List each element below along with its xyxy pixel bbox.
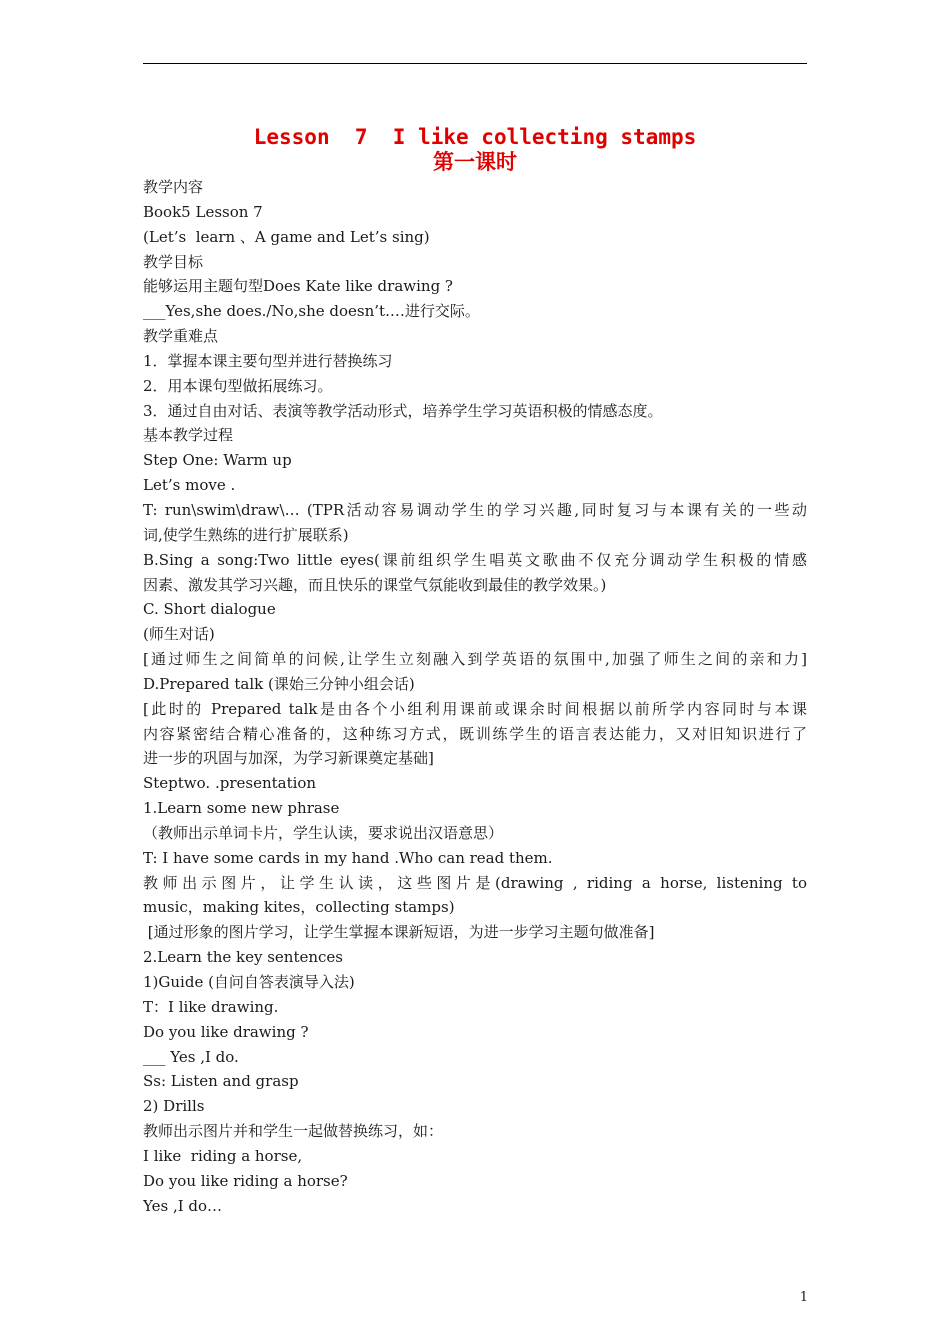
body-line: 3．通过自由对话、表演等教学活动形式，培养学生学习英语积极的情感态度。 xyxy=(143,401,663,420)
body-line: (Let’s learn 、A game and Let’s sing) xyxy=(143,227,430,246)
body-line: 教师出示图片并和学生一起做替换练习，如： xyxy=(143,1122,444,1141)
body-line: 教学内容 xyxy=(143,178,204,196)
body-line: 1.Learn some new phrase xyxy=(143,799,340,818)
body-line: Ss: Listen and grasp xyxy=(143,1072,299,1091)
body-line: T: run\swim\draw\… (TPR活动容易调动学生的学习兴趣,同时复习与本课有关的一些动 xyxy=(143,500,807,519)
body-line: C. Short dialogue xyxy=(143,600,276,619)
body-line: Let’s move . xyxy=(143,476,236,495)
page-title: Lesson 7 I like collecting stamps xyxy=(253,125,697,149)
body-line: 因素、激发其学习兴趣，而且快乐的课堂气氛能收到最佳的教学效果。) xyxy=(143,575,607,594)
body-line: Do you like riding a horse? xyxy=(143,1171,348,1190)
body-line: Do you like drawing ? xyxy=(143,1022,309,1041)
body-line: Step One: Warm up xyxy=(143,451,292,470)
body-line: 2.Learn the key sentences xyxy=(143,948,344,967)
body-line: （教师出示单词卡片，学生认读，要求说出汉语意思） xyxy=(143,823,504,842)
body-line: ___ Yes ,I do. xyxy=(143,1047,239,1066)
body-line: I like riding a horse, xyxy=(143,1146,303,1165)
body-line: 2) Drills xyxy=(143,1097,205,1116)
body-line: B.Sing a song:Two little eyes(课前组织学生唱英文歌曲不仅充分调动学生积极的情感 xyxy=(143,550,807,569)
body-line: [通过形象的图片学习，让学生掌握本课新短语，为进一步学习主题句做准备] xyxy=(143,923,655,942)
body-line: 内容紧密结合精心准备的，这种练习方式，既训练学生的语言表达能力，又对旧知识进行了 xyxy=(143,724,807,743)
body-line: Yes ,I do… xyxy=(143,1196,223,1215)
body-line: 1)Guide (自问自答表演导入法) xyxy=(143,973,355,991)
body-line: 教学重难点 xyxy=(143,327,219,346)
title-block xyxy=(143,124,807,174)
body-line: 词,使学生熟练的进行扩展联系) xyxy=(143,525,349,544)
body-line: Steptwo. .presentation xyxy=(143,774,317,793)
body-line: 能够运用主题句型Does Kate like drawing ? xyxy=(143,277,453,296)
body-line: ___Yes,she does./No,she doesn’t.…进行交际。 xyxy=(143,302,480,321)
page-number: 1 xyxy=(799,1290,808,1305)
body-line: [此时的 Prepared talk是由各个小组利用课前或课余时间根据以前所学内容同时与本课 xyxy=(143,699,807,718)
body-line: 1．掌握本课主要句型并进行替换练习 xyxy=(143,351,393,370)
body-line: Book5 Lesson 7 xyxy=(143,202,263,221)
header-rule xyxy=(143,63,807,64)
document-body xyxy=(143,175,807,1218)
body-line: [通过师生之间简单的问候,让学生立刻融入到学英语的氛围中,加强了师生之间的亲和力] xyxy=(143,650,807,669)
body-line: T：I like drawing. xyxy=(143,997,279,1016)
body-line: 2．用本课句型做拓展练习。 xyxy=(143,376,333,395)
body-line: 基本教学过程 xyxy=(143,426,234,445)
body-line: D.Prepared talk (课始三分钟小组会话) xyxy=(143,674,415,693)
body-line: 教师出示图片，让学生认读，这些图片是(drawing , riding a horse, listening to xyxy=(143,873,807,892)
body-line: (师生对话) xyxy=(143,625,215,644)
body-line: 进一步的巩固与加深，为学习新课奠定基础] xyxy=(143,749,434,768)
body-line: 教学目标 xyxy=(143,252,204,271)
page-subtitle: 第一课时 xyxy=(433,150,517,174)
body-line: T: I have some cards in my hand .Who can read them. xyxy=(143,848,553,867)
body-line: music，making kites，collecting stamps) xyxy=(143,898,455,917)
